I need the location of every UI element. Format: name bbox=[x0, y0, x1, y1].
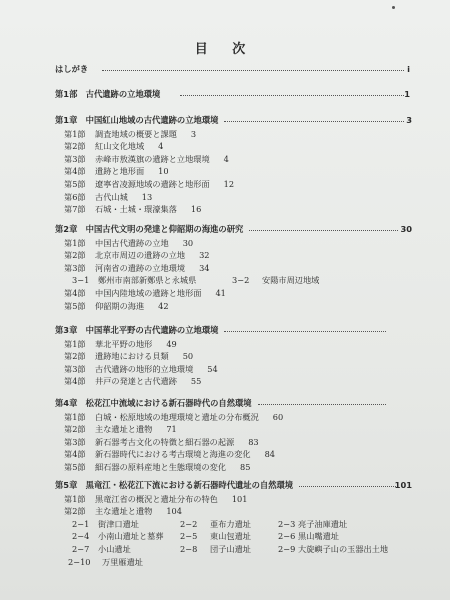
section-title: 遺跡と地形面 bbox=[95, 166, 145, 177]
chapter-page: 101 bbox=[394, 480, 412, 490]
toc-section bbox=[0, 505, 450, 518]
section-page: 12 bbox=[223, 179, 235, 189]
section-page: 30 bbox=[182, 237, 194, 248]
chapter-label: 第3章 中国華北平野の古代遺跡の立地環境 bbox=[55, 325, 219, 335]
section-page: 13 bbox=[141, 191, 153, 202]
toc-section bbox=[0, 436, 450, 449]
section-number: 第3節 bbox=[64, 262, 86, 273]
subsection-number: 2−8 bbox=[180, 544, 198, 554]
toc-part-1: 第1部 古代遺跡の立地環境 1 bbox=[55, 89, 410, 99]
toc-section bbox=[0, 191, 450, 204]
section-title: 井戸の発達と古代遺跡 bbox=[95, 376, 177, 387]
section-page: 60 bbox=[272, 411, 284, 422]
toc-section bbox=[0, 493, 450, 506]
subsection-number: 2−7 bbox=[72, 544, 90, 554]
section-number: 第4節 bbox=[64, 449, 86, 460]
subsection-title: 小南山遺址と墓葬 bbox=[98, 531, 164, 542]
section-title: 主な遺址と遺物 bbox=[95, 424, 153, 435]
chapter-label: 第1章 中国紅山地域の古代遺跡の立地環境 bbox=[55, 115, 219, 125]
section-title: 白城・松原地域の地理環境と遺址の分布概況 bbox=[95, 411, 259, 422]
toc-section bbox=[0, 203, 450, 216]
subsection-title: 亜布力遺址 bbox=[210, 518, 251, 529]
section-page: 71 bbox=[166, 424, 177, 435]
toc-subsection-row bbox=[0, 518, 450, 531]
toc-subsection-row bbox=[0, 530, 450, 543]
toc-section bbox=[0, 165, 450, 178]
toc-section bbox=[0, 262, 450, 275]
section-number: 第3節 bbox=[64, 153, 86, 164]
section-title: 新石器考古文化の特徴と細石器の起源 bbox=[95, 436, 235, 447]
subsection-number: 2−1 bbox=[72, 518, 90, 529]
toc-section bbox=[0, 448, 450, 461]
dot-leader bbox=[224, 121, 404, 122]
section-page: 4 bbox=[158, 141, 164, 152]
section-page: 4 bbox=[223, 153, 229, 164]
section-number: 第3節 bbox=[64, 436, 86, 447]
section-title: 調査地域の概要と課題 bbox=[95, 128, 177, 139]
section-page: 34 bbox=[199, 262, 210, 273]
section-page: 54 bbox=[207, 363, 218, 374]
section-title: 紅山文化地域 bbox=[95, 141, 145, 152]
section-page: 32 bbox=[199, 250, 210, 261]
toc-section bbox=[0, 140, 450, 153]
section-number: 第7節 bbox=[64, 204, 86, 215]
subsection-number: 2−4 bbox=[72, 531, 90, 542]
section-title: 遼寧省凌源地域の遺跡と地形面 bbox=[95, 179, 210, 189]
toc-section bbox=[0, 128, 450, 141]
section-title: 遺跡地における貝類 bbox=[95, 351, 169, 362]
toc-section bbox=[0, 178, 450, 191]
section-number: 第4節 bbox=[64, 288, 86, 298]
section-number: 第2節 bbox=[64, 141, 86, 152]
section-title: 石城・土城・環濠集落 bbox=[95, 204, 177, 215]
toc-section bbox=[0, 153, 450, 166]
section-page: 104 bbox=[166, 506, 182, 517]
toc-section bbox=[0, 338, 450, 351]
subsection-number: 2−2 bbox=[180, 518, 198, 529]
section-title: 新石器時代における考古環境と海進の変化 bbox=[95, 449, 251, 460]
section-number: 第1節 bbox=[64, 493, 86, 504]
subsection-title: 安陽市周辺地域 bbox=[262, 275, 320, 286]
chapter-page: 30 bbox=[400, 224, 412, 234]
subsection-title: 小山遺址 bbox=[98, 544, 131, 554]
toc-section bbox=[0, 423, 450, 436]
section-title: 河南省の遺跡の立地環境 bbox=[95, 262, 186, 273]
section-page: 55 bbox=[190, 376, 202, 387]
section-title: 黒竜江省の概況と遺址分布の特色 bbox=[95, 493, 218, 504]
subsection-title: 亮子油庫遺址 bbox=[298, 518, 348, 529]
section-number: 第1節 bbox=[64, 237, 86, 248]
toc-section bbox=[0, 287, 450, 300]
subsection-number: 2−6 bbox=[278, 531, 296, 542]
page-speck bbox=[392, 6, 395, 9]
subsection-title: 万里雁遺址 bbox=[102, 556, 143, 567]
section-page: 16 bbox=[190, 204, 202, 215]
section-title: 仰韶期の海進 bbox=[95, 300, 145, 311]
page-title: 目 次 bbox=[194, 42, 256, 57]
section-page: 83 bbox=[248, 436, 259, 447]
toc-subsection-row bbox=[0, 556, 450, 569]
section-page: 42 bbox=[158, 300, 169, 311]
subsection-number: 3−2 bbox=[232, 275, 250, 286]
toc-chapter-heading bbox=[0, 114, 450, 127]
section-title: 中国内陸地域の遺跡と地形面 bbox=[95, 288, 202, 298]
toc-chapter-heading bbox=[0, 223, 450, 236]
section-number: 第2節 bbox=[64, 250, 86, 261]
section-page: 49 bbox=[166, 338, 177, 349]
dot-leader bbox=[258, 404, 386, 405]
toc-subsection bbox=[0, 274, 450, 287]
subsection-number: 2−3 bbox=[278, 518, 296, 529]
toc-section bbox=[0, 461, 450, 474]
subsection-title: 大旋嶼子山の玉器出土地 bbox=[298, 544, 389, 554]
section-title: 赤峰市敖漢旗の遺跡と立地環境 bbox=[95, 153, 210, 164]
section-number: 第1節 bbox=[64, 128, 86, 139]
section-title: 華北平野の地形 bbox=[95, 338, 153, 349]
dot-leader bbox=[249, 230, 398, 231]
subsection-title: 団子山遺址 bbox=[210, 544, 251, 554]
section-number: 第1節 bbox=[64, 411, 86, 422]
toc-section bbox=[0, 350, 450, 363]
section-number: 第2節 bbox=[64, 351, 86, 362]
section-number: 第5節 bbox=[64, 300, 86, 311]
section-number: 第5節 bbox=[64, 179, 86, 189]
section-page: 10 bbox=[158, 166, 169, 177]
toc-section bbox=[0, 411, 450, 424]
toc-section bbox=[0, 249, 450, 262]
toc-section bbox=[0, 363, 450, 376]
toc-chapter-heading bbox=[0, 324, 450, 337]
section-title: 中国古代遺跡の立地 bbox=[95, 237, 169, 248]
section-title: 古代遺跡の地形的立地環境 bbox=[95, 363, 194, 374]
chapter-label: 第4章 松花江中流域における新石器時代の自然環境 bbox=[55, 398, 252, 408]
toc-chapter-heading bbox=[0, 479, 450, 492]
toc-subsection-row bbox=[0, 543, 450, 556]
subsection-number: 2−10 bbox=[68, 556, 91, 567]
section-page: 85 bbox=[240, 462, 251, 472]
section-page: 3 bbox=[190, 128, 197, 139]
subsection-number: 2−9 bbox=[278, 544, 296, 554]
subsection-title: 東山包遺址 bbox=[210, 531, 251, 542]
subsection-title: 黒山嘴遺址 bbox=[298, 531, 339, 542]
section-page: 101 bbox=[231, 493, 248, 504]
chapter-label: 第5章 黒竜江・松花江下流における新石器時代遺址の自然環境 bbox=[55, 480, 294, 490]
section-page: 41 bbox=[215, 288, 226, 298]
dot-leader bbox=[224, 331, 386, 332]
section-number: 第2節 bbox=[64, 506, 86, 517]
section-title: 北京市周辺の遺跡の立地 bbox=[95, 250, 186, 261]
section-title: 主な遺址と遺物 bbox=[95, 506, 153, 517]
section-number: 第5節 bbox=[64, 462, 86, 472]
subsection-title: 街津口遺址 bbox=[98, 518, 139, 529]
subsection-title: 鄭州市南部新鄭県と永城県 bbox=[98, 275, 197, 286]
section-title: 古代山城 bbox=[95, 191, 128, 202]
section-number: 第6節 bbox=[64, 191, 86, 202]
section-title: 細石器の原料産地と生態環境の変化 bbox=[95, 462, 227, 472]
section-number: 第4節 bbox=[64, 166, 86, 177]
subsection-number: 2−5 bbox=[180, 531, 198, 542]
toc-chapter-heading bbox=[0, 397, 450, 410]
section-number: 第3節 bbox=[64, 363, 86, 374]
chapter-page: 3 bbox=[406, 115, 412, 125]
section-number: 第1節 bbox=[64, 338, 86, 349]
subsection-number: 3−1 bbox=[72, 275, 90, 286]
toc-section bbox=[0, 300, 450, 313]
chapter-label: 第2章 中国古代文明の発達と仰韶期の海進の研究 bbox=[55, 224, 244, 234]
toc-front-preface: はしがき i bbox=[55, 64, 410, 74]
section-number: 第2節 bbox=[64, 424, 86, 435]
toc-section bbox=[0, 237, 450, 250]
section-page: 50 bbox=[182, 351, 194, 362]
dot-leader bbox=[299, 486, 398, 487]
section-number: 第4節 bbox=[64, 376, 86, 387]
section-page: 84 bbox=[264, 449, 275, 460]
toc-section bbox=[0, 375, 450, 388]
